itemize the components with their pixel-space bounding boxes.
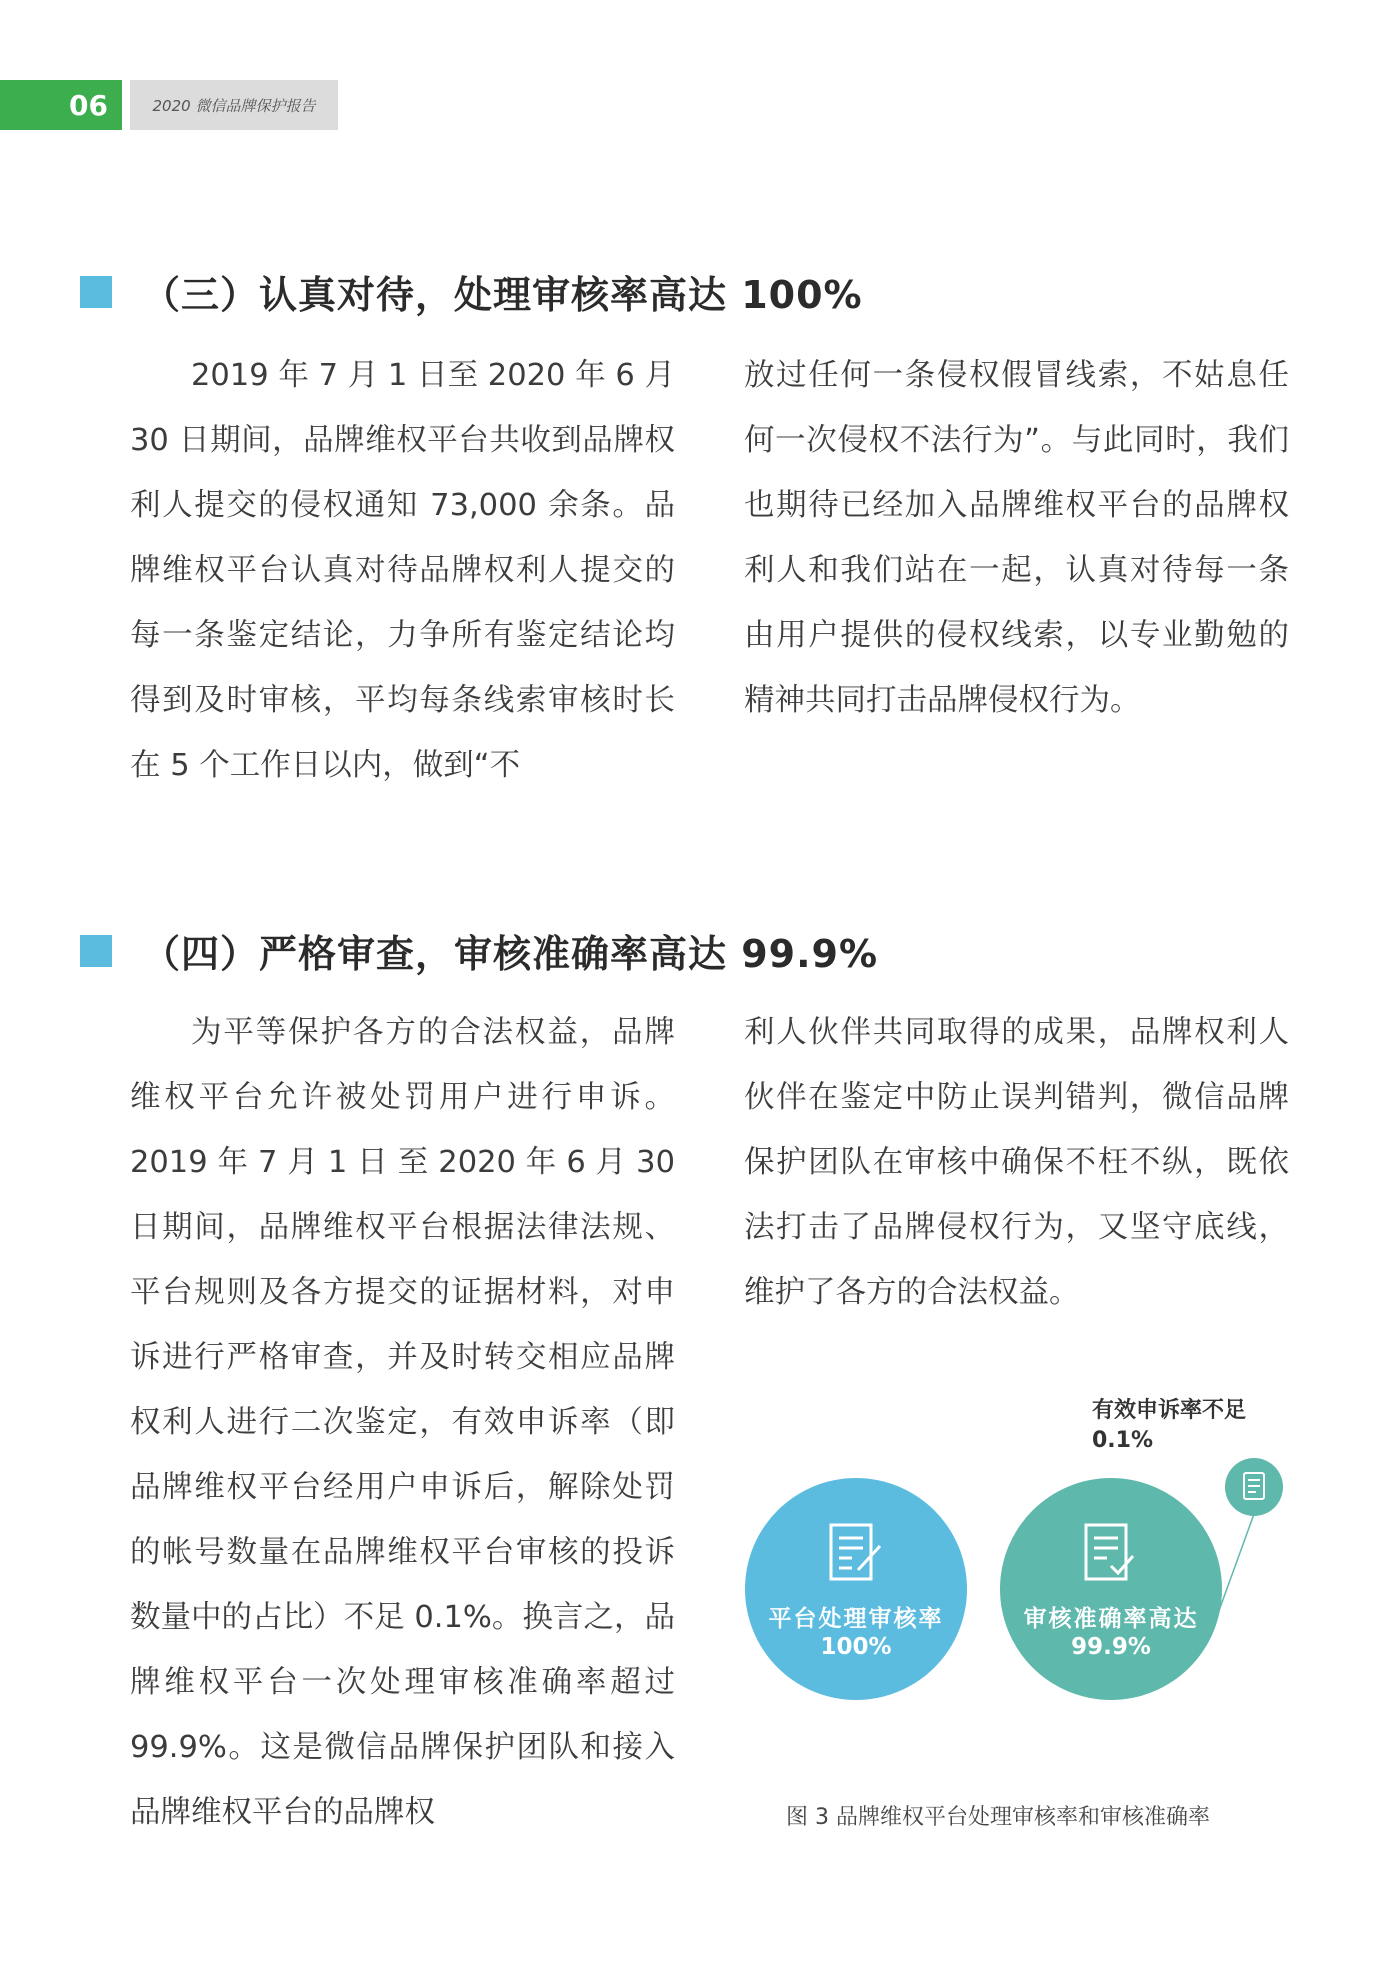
accuracy-rate-circle [1000, 1478, 1222, 1700]
section-4-left-column [130, 1000, 675, 1845]
callout-text: 有效申诉率不足 0.1% [1092, 1398, 1247, 1453]
section-3-right-column [744, 343, 1289, 733]
figure-caption: 图 3 品牌维权平台处理审核率和审核准确率 [786, 1805, 1210, 1830]
section-4-right-paragraph: 利人伙伴共同取得的成果，品牌权利人伙伴在鉴定中防止误判错判，微信品牌保护团队在审核中确保不枉不纵，既依法打击了品牌侵权行为，又坚守底线，维护了各方的合法权益。 [744, 1015, 1289, 1310]
section-4-right-column [744, 1000, 1289, 1325]
section-3-right-paragraph: 放过任何一条侵权假冒线索，不姑息任何一次侵权不法行为”。与此同时，我们也期待已经加入品牌维权平台的品牌权利人和我们站在一起，认真对待每一条由用户提供的侵权线索，以专业勤勉的精神共同打击品牌侵权行为。 [744, 358, 1289, 718]
document-icon [1225, 1458, 1283, 1516]
check-document-icon [1083, 1522, 1139, 1584]
processing-rate-value: 100% [820, 1634, 892, 1660]
section-3-heading [80, 264, 863, 319]
section-4-title: （四）严格审查，审核准确率高达 99.9% [142, 932, 879, 976]
processing-rate-label: 平台处理审核率 [768, 1606, 944, 1632]
section-3-title: （三）认真对待，处理审核率高达 100% [142, 273, 863, 317]
report-title: 2020 微信品牌保护报告 [130, 80, 338, 130]
section-4-heading [80, 923, 878, 978]
accuracy-rate-label: 审核准确率高达 [1023, 1606, 1199, 1632]
small-doc-circle [1225, 1458, 1283, 1516]
section-marker-icon [80, 276, 112, 308]
page-number: 06 [0, 80, 122, 130]
accuracy-rate-value: 99.9% [1071, 1634, 1151, 1660]
section-3-left-column [130, 343, 675, 798]
processing-rate-circle [745, 1478, 967, 1700]
edit-document-icon [828, 1522, 884, 1584]
section-4-left-paragraph: 为平等保护各方的合法权益，品牌维权平台允许被处罚用户进行申诉。2019 年 7 月 1 日 至 2020 年 6 月 30 日期间，品牌维权平台根据法律法规、平台规则及各方提交的证据材料，对申诉进行严格审查，并及时转交相应品牌权利人进行二次鉴定，有效申诉率（即品牌维权平台经用户申诉后，解除处罚的帐号数量在品牌维权平台审核的投诉数量中的占比）不足 0.1%。换言之，品牌维权平台一次处理审核准确率超过 99.9%。这是微信品牌保护团队和接入品牌维权平台的品牌权 [130, 1015, 675, 1830]
section-3-left-paragraph: 2019 年 7 月 1 日至 2020 年 6 月 30 日期间，品牌维权平台共收到品牌权利人提交的侵权通知 73,000 余条。品牌维权平台认真对待品牌权利人提交的每一条鉴定结论，力争所有鉴定结论均得到及时审核，平均每条线索审核时长在 5 个工作日以内，做到“不 [130, 358, 675, 783]
section-marker-icon [80, 935, 112, 967]
